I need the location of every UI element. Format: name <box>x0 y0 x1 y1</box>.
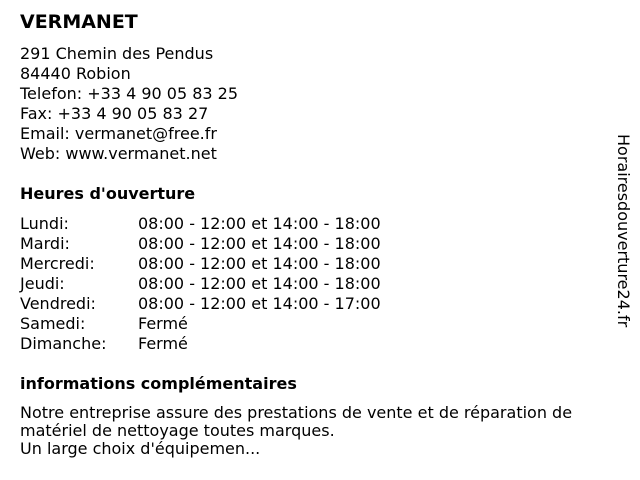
additional-info-text: Notre entreprise assure des prestations de vente et de réparation de matériel de nettoyage toutes marques. Un large choix d'équipemen... <box>20 403 573 458</box>
contact-web: Web: www.vermanet.net <box>20 144 217 163</box>
hours-day: Samedi: <box>20 314 86 333</box>
hours-time: 08:00 - 12:00 et 14:00 - 18:00 <box>138 234 381 253</box>
hours-row-friday <box>20 294 440 314</box>
hours-day: Lundi: <box>20 214 69 233</box>
hours-row-saturday <box>20 314 440 334</box>
hours-day: Vendredi: <box>20 294 96 313</box>
hours-day: Jeudi: <box>20 274 65 293</box>
contact-email: Email: vermanet@free.fr <box>20 124 217 143</box>
hours-row-sunday <box>20 334 440 354</box>
site-watermark: Horairesdouverture24.fr <box>614 134 633 328</box>
hours-day: Mardi: <box>20 234 70 253</box>
hours-row-wednesday <box>20 254 440 274</box>
hours-time: 08:00 - 12:00 et 14:00 - 18:00 <box>138 274 381 293</box>
hours-row-thursday <box>20 274 440 294</box>
business-name: VERMANET <box>20 11 138 33</box>
additional-info-heading: informations complémentaires <box>20 374 297 393</box>
contact-fax: Fax: +33 4 90 05 83 27 <box>20 104 209 123</box>
hours-time: Fermé <box>138 314 188 333</box>
opening-hours-table <box>20 214 440 354</box>
hours-time: 08:00 - 12:00 et 14:00 - 18:00 <box>138 254 381 273</box>
hours-day: Mercredi: <box>20 254 95 273</box>
hours-day: Dimanche: <box>20 334 107 353</box>
contact-block <box>20 44 238 164</box>
hours-row-tuesday <box>20 234 440 254</box>
hours-row-monday <box>20 214 440 234</box>
hours-time: 08:00 - 12:00 et 14:00 - 17:00 <box>138 294 381 313</box>
contact-street: 291 Chemin des Pendus <box>20 44 214 63</box>
contact-phone: Telefon: +33 4 90 05 83 25 <box>20 84 239 103</box>
hours-time: Fermé <box>138 334 188 353</box>
opening-hours-heading: Heures d'ouverture <box>20 184 196 203</box>
hours-time: 08:00 - 12:00 et 14:00 - 18:00 <box>138 214 381 233</box>
contact-city: 84440 Robion <box>20 64 131 83</box>
